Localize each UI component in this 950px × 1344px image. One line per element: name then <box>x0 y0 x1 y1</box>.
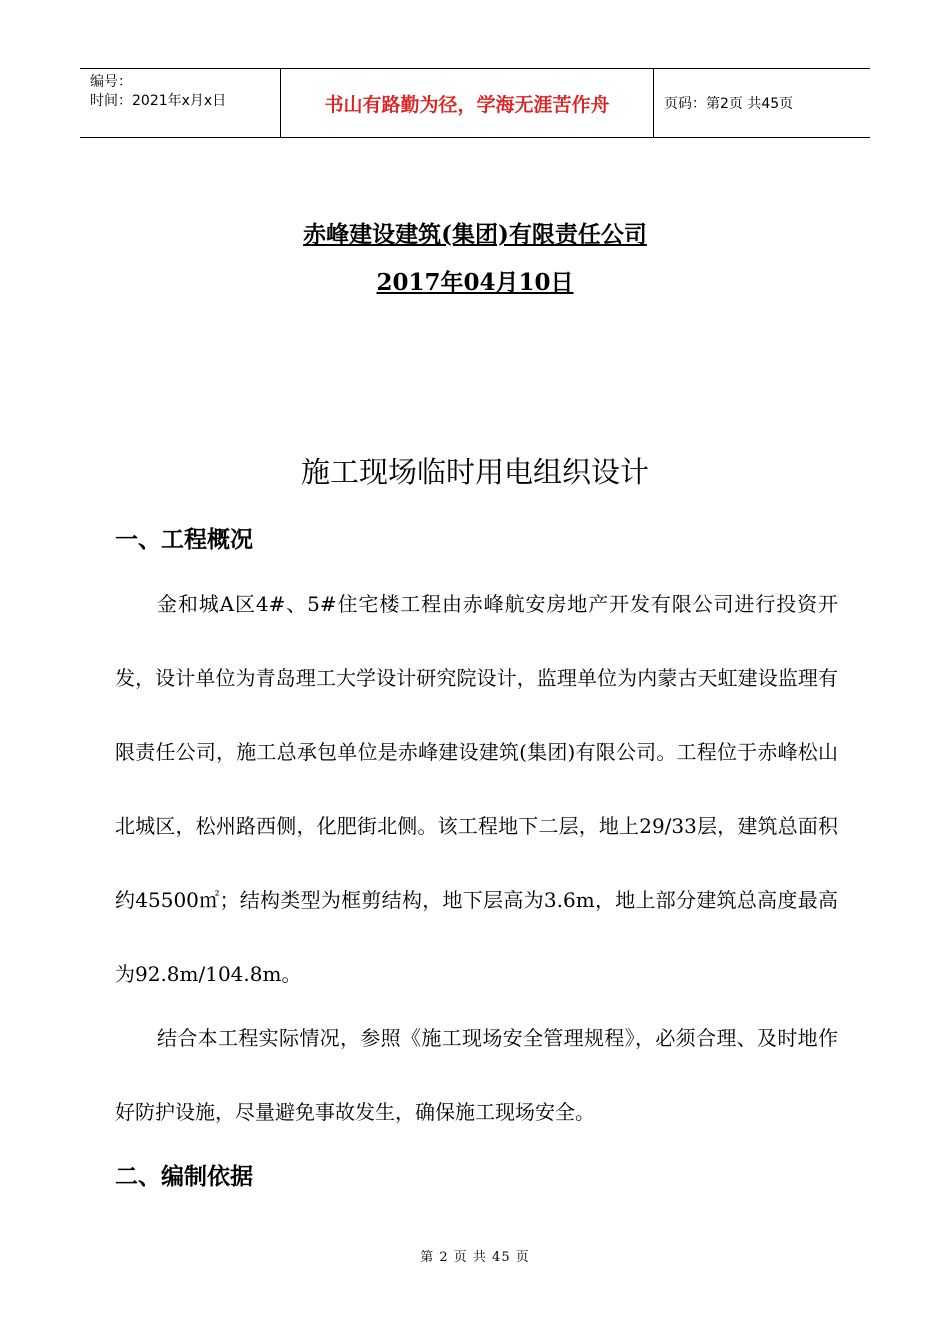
company-name: 赤峰建设建筑(集团)有限责任公司 <box>303 221 647 248</box>
page-footer: 第 2 页 共 45 页 <box>420 1250 530 1265</box>
header-motto: 书山有路勤为径，学海无涯苦作舟 <box>281 69 654 137</box>
overview-paragraph-2: 结合本工程实际情况，参照《施工现场安全管理规程》，必须合理、及时地作好防护设施，尽量避免事故发生，确保施工现场安全。 <box>115 1026 838 1124</box>
document-time-label: 时间：2021年x月x日 <box>90 93 227 109</box>
header-page-info: 页码：第2页 共45页 <box>664 96 794 112</box>
overview-paragraph-1: 金和城A区4#、5#住宅楼工程由赤峰航安房地产开发有限公司进行投资开发，设计单位为青岛理工大学设计研究院设计，监理单位为内蒙古天虹建设监理有限责任公司，施工总承包单位是赤峰建设建筑(集团)有限公司。工程位于赤峰松山北城区，松州路西侧，化肥街北侧。该工程地下二层，地上29/33层，建筑总面积约45500㎡；结构类型为框剪结构，地下层高为3.6m，地上部分建筑总高度最高为92.8m/104.8m。 <box>115 592 838 986</box>
page-header <box>80 68 870 138</box>
document-date: 2017年04月10日 <box>376 269 574 296</box>
section-heading-basis: 二、编制依据 <box>115 1164 253 1190</box>
document-title: 施工现场临时用电组织设计 <box>300 455 649 489</box>
document-number-label: 编号： <box>90 74 132 90</box>
header-meta <box>80 69 281 137</box>
section-heading-overview: 一、工程概况 <box>115 527 253 553</box>
